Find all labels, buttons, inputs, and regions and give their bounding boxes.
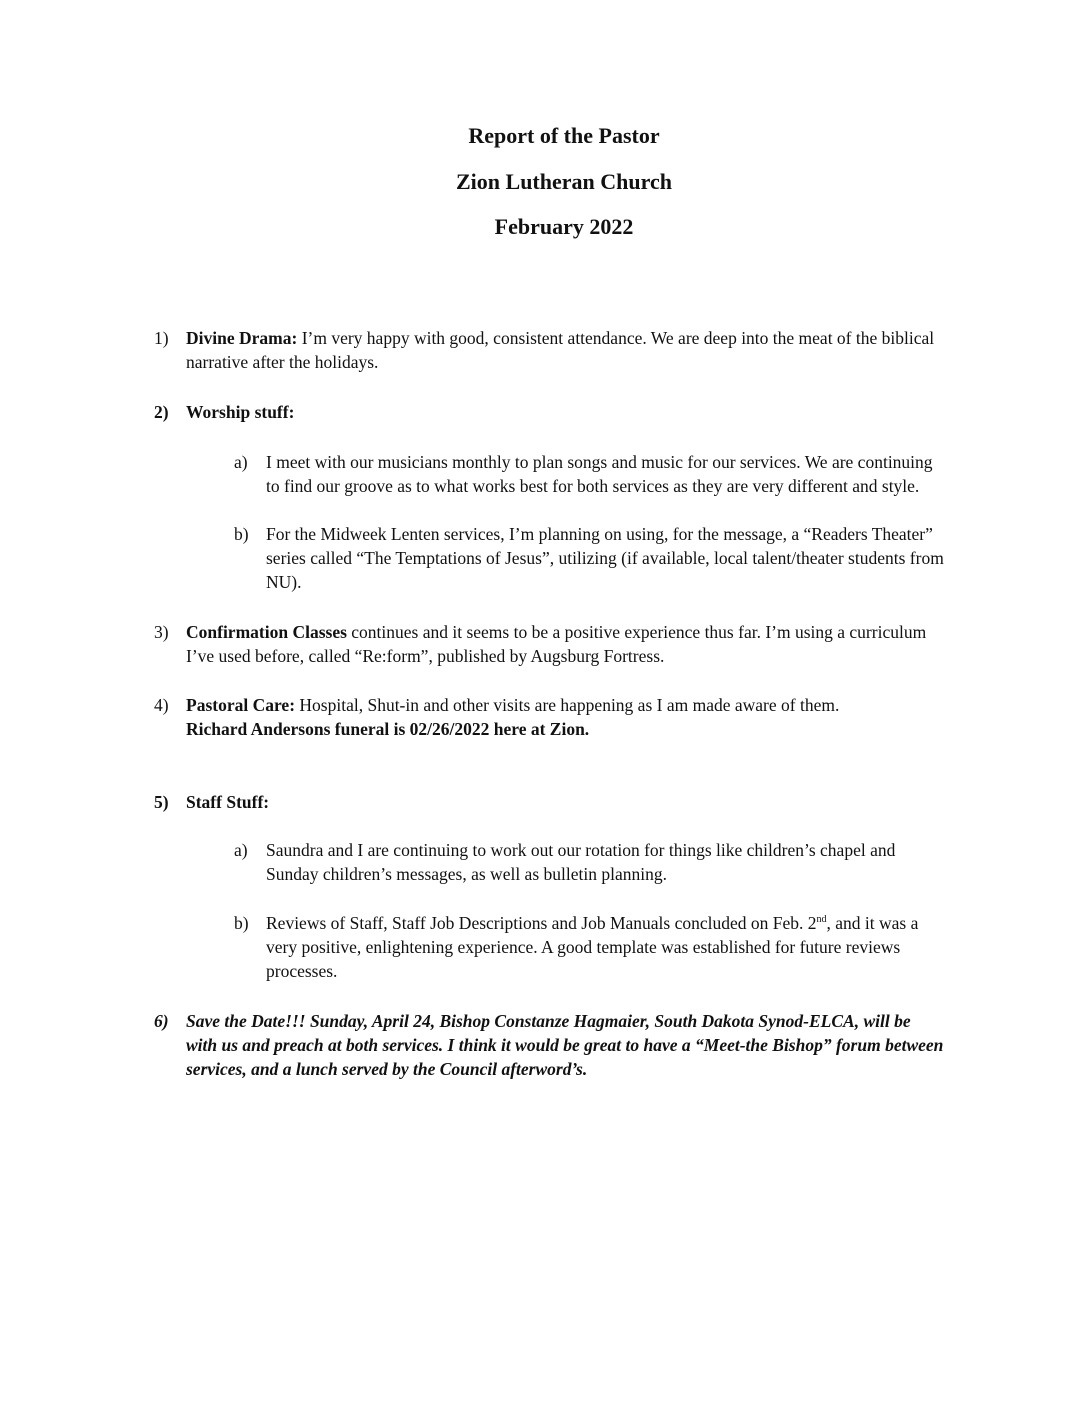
item-text: continues and it seems to be a positive experience thus far. I’m using a curriculum I’ve used before, called “Re:form”, published by Augsburg Fortress. — [186, 622, 927, 666]
sub-item-text-before: Reviews of Staff, Staff Job Descriptions and Job Manuals concluded on Feb. 2 — [266, 913, 817, 933]
church-name: Zion Lutheran Church — [456, 169, 672, 194]
sub-item-letter: b) — [234, 524, 249, 544]
item-number: 3) — [154, 622, 169, 642]
report-date: February 2022 — [494, 214, 634, 239]
item-body — [186, 693, 946, 741]
item-heading: Pastoral Care: — [186, 695, 296, 715]
item-heading: Divine Drama: — [186, 328, 298, 348]
funeral-notice: Richard Andersons funeral is 02/26/2022 here at Zion. — [186, 719, 590, 739]
sub-item-letter: a) — [234, 840, 248, 860]
item-text: Hospital, Shut-in and other visits are happening as I am made aware of them. — [295, 695, 840, 715]
item-number: 5) — [154, 792, 169, 812]
item-body — [186, 400, 946, 424]
item-number: 1) — [154, 328, 169, 348]
item-number: 6) — [154, 1011, 169, 1031]
item-body — [186, 790, 946, 814]
item-heading: Confirmation Classes — [186, 622, 347, 642]
sub-item-text: I meet with our musicians monthly to plan songs and music for our services. We are continuing to find our groove as to what works best for both services as they are very different and style. — [266, 452, 933, 496]
sub-item-text-after: , and it was a very positive, enlightening experience. A good template was established for future reviews processes. — [266, 913, 919, 981]
sub-item-text — [266, 911, 950, 983]
sub-item-letter: a) — [234, 452, 248, 472]
ordinal-superscript: nd — [816, 914, 827, 926]
item-heading: Staff Stuff: — [186, 792, 270, 812]
sub-item-text: Saundra and I are continuing to work out our rotation for things like children’s chapel and Sunday children’s messages, as well as bulletin planning. — [266, 840, 896, 884]
sub-item-letter: b) — [234, 913, 249, 933]
item-number: 2) — [154, 402, 169, 422]
item-number: 4) — [154, 695, 169, 715]
sub-item-text: For the Midweek Lenten services, I’m planning on using, for the message, a “Readers Theater” series called “The Temptations of Jesus”, utilizing (if available, local talent/theater students from NU). — [266, 524, 944, 592]
report-title: Report of the Pastor — [468, 123, 660, 148]
item-body — [186, 326, 946, 374]
item-text: I’m very happy with good, consistent attendance. We are deep into the meat of the biblical narrative after the holidays. — [186, 328, 935, 372]
item-text: Save the Date!!! Sunday, April 24, Bishop Constanze Hagmaier, South Dakota Synod-ELCA, will be with us and preach at both services. I think it would be great to have a “Meet-the Bishop” forum between services, and a lunch served by the Council afterword’s. — [186, 1011, 944, 1079]
item-heading: Worship stuff: — [186, 402, 295, 422]
item-body — [186, 620, 946, 668]
